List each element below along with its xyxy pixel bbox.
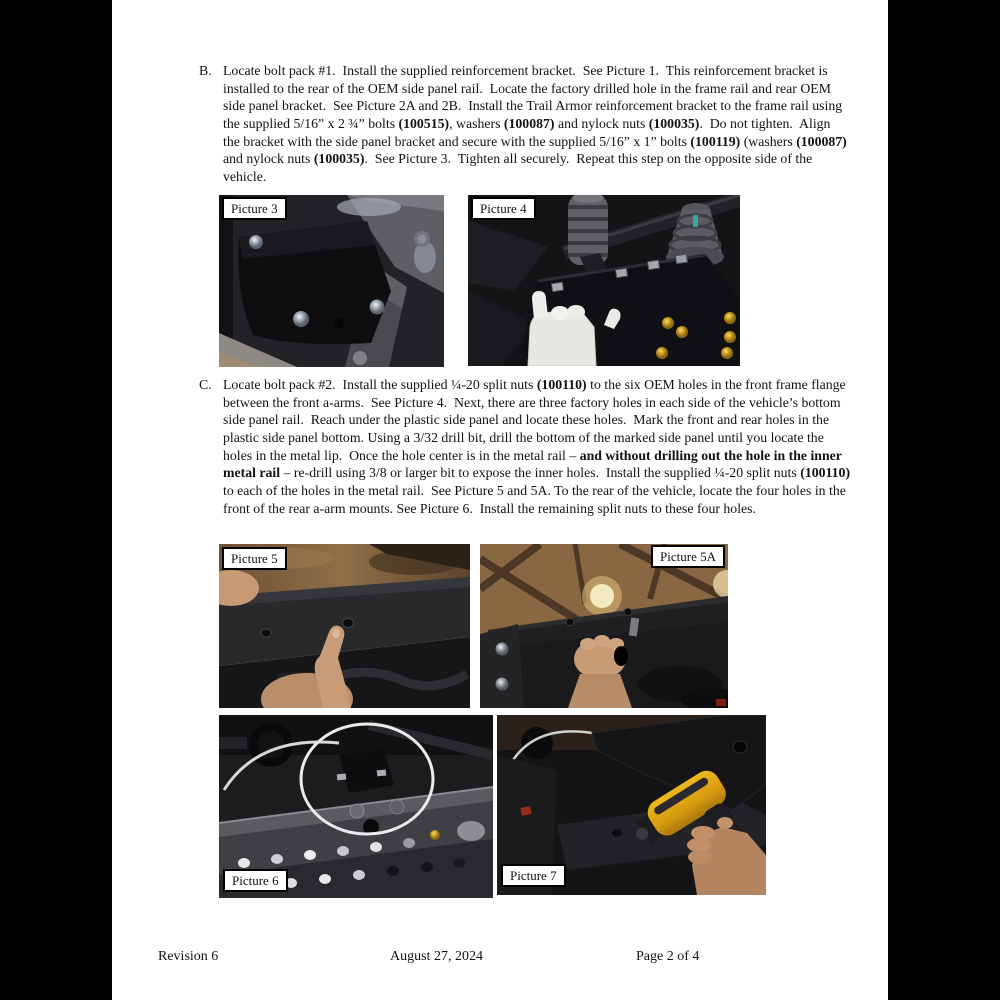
picture-7-label: Picture 7 [501,864,566,887]
picture-3-photo [219,195,444,367]
picture-5a-photo [480,544,728,708]
picture-5-figure [219,544,470,708]
picture-6-label: Picture 6 [223,869,288,892]
section-c-paragraph: Locate bolt pack #2. Install the supplied ¼-20 split nuts (100110) to the six OEM holes in the front frame flange between the front a-arms. See Picture 4. Next, there are three factory holes in each side of the vehicle’s bottom side panel rail. Reach under the plastic side panel and locate these holes. Mark the front and rear holes in the plastic side panel bottom. Using a 3/32 drill bit, drill the bottom of the marked side panel until you locate the holes in the metal lip. Once the hole center is in the metal rail – and without drilling out the hole in the inner metal rail – re-drill using 3/8 or larger bit to expose the inner holes. Install the supplied ¼-20 split nuts (100110) to each of the holes in the metal rail. See Picture 5 and 5A. To the rear of the vehicle, locate the four holes in the front of the rear a-arm mounts. See Picture 6. Install the remaining split nuts to these four holes. [223,377,854,516]
picture-5a-figure [480,544,728,708]
picture-4-label: Picture 4 [471,197,536,220]
picture-6-figure [219,715,493,898]
section-c-letter: C. [199,377,212,392]
section-b-letter: B. [199,63,212,78]
document-page [112,0,888,1000]
picture-4-photo [468,195,740,366]
picture-4-figure [468,195,740,366]
section-b-paragraph: Locate bolt pack #1. Install the supplied reinforcement bracket. See Picture 1. This reinforcement bracket is installed to the rear of the OEM side panel rail. Locate the factory drilled hole in the frame rail and rear OEM side panel bracket. See Picture 2A and 2B. Install the Trail Armor reinforcement bracket to the frame rail using the supplied 5/16” x 2 ¾” bolts (100515), washers (100087) and nylock nuts (100035). Do not tighten. Align the bracket with the side panel bracket and secure with the supplied 5/16” x 1” bolts (100119) (washers (100087) and nylock nuts (100035). See Picture 3. Tighten all securely. Repeat this step on the opposite side of the vehicle. [223,63,851,184]
picture-5a-label: Picture 5A [651,545,725,568]
footer-date: August 27, 2024 [390,949,483,964]
picture-3-figure [219,195,444,367]
footer-page-number: Page 2 of 4 [636,949,700,964]
footer-revision: Revision 6 [158,949,219,964]
picture-5-label: Picture 5 [222,547,287,570]
picture-7-figure [497,715,766,895]
picture-3-label: Picture 3 [222,197,287,220]
